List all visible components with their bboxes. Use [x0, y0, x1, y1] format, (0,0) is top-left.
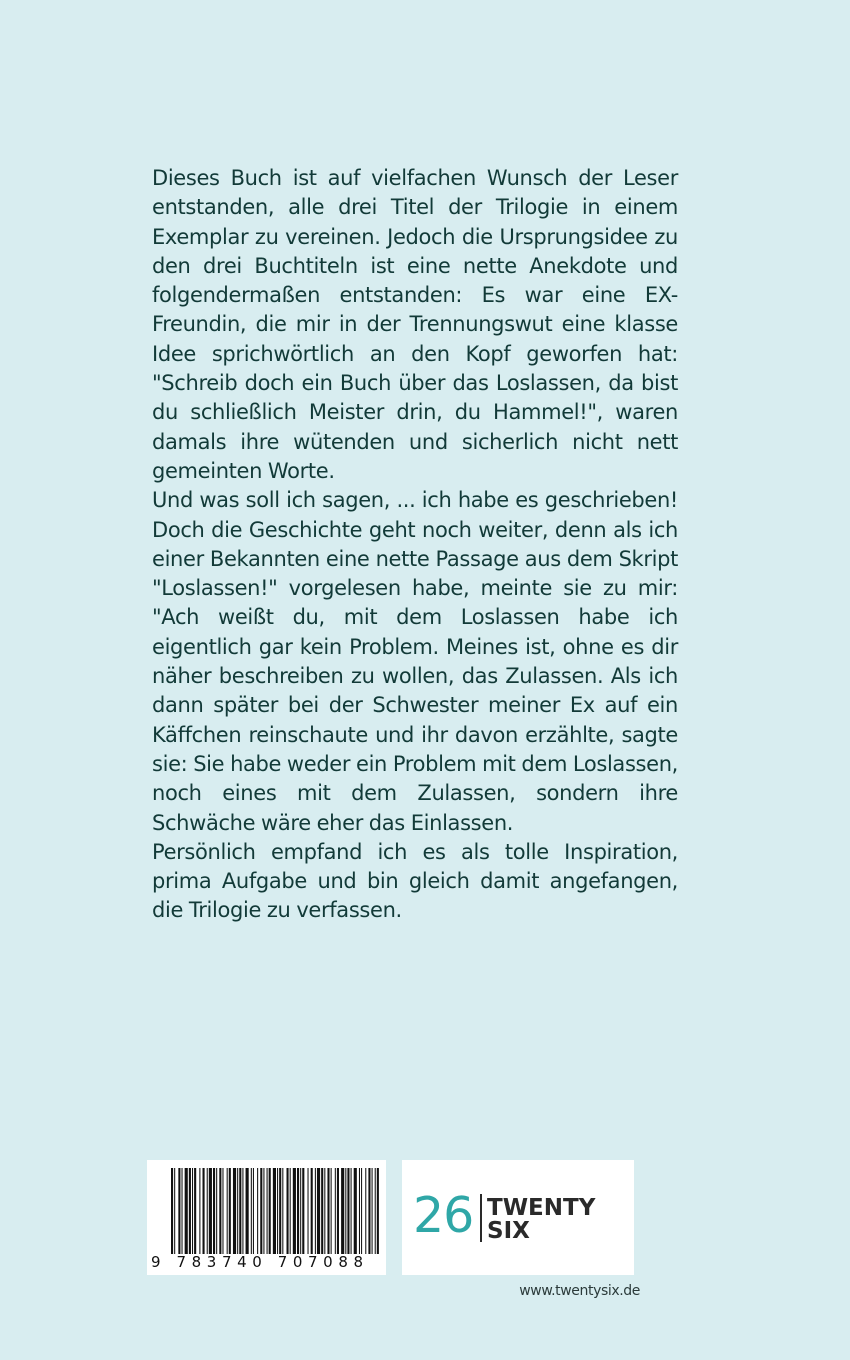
- logo-divider: [480, 1194, 482, 1242]
- barcode-bar: [192, 1168, 193, 1254]
- barcode-bar: [269, 1168, 271, 1254]
- barcode-bar: [203, 1168, 205, 1254]
- barcode-bar: [290, 1168, 291, 1254]
- publisher-url: www.twentysix.de: [519, 1283, 640, 1299]
- barcode-bar: [297, 1168, 299, 1254]
- barcode-bar: [194, 1168, 196, 1254]
- barcode-bar: [185, 1168, 188, 1254]
- barcode-bar: [273, 1168, 276, 1254]
- barcode-bar: [219, 1168, 221, 1254]
- barcode-bar: [377, 1168, 379, 1254]
- logo-number: 26: [413, 1187, 474, 1244]
- barcode-bar: [359, 1168, 360, 1254]
- barcode-bar: [365, 1168, 366, 1254]
- barcode-bar: [182, 1168, 183, 1254]
- barcode-bar: [337, 1168, 339, 1254]
- barcode-bar: [279, 1168, 281, 1254]
- barcode-bar: [375, 1168, 376, 1254]
- blurb-paragraph-3: Persönlich empfand ich es als tolle Inspiration, prima Aufgabe und bin gleich damit angefangen, die Trilogie zu verfassen.: [152, 839, 678, 923]
- barcode-bar: [246, 1168, 249, 1254]
- blurb-paragraph-1: Dieses Buch ist auf vielfachen Wunsch der Leser entstanden, alle drei Titel der Trilogie in einem Exemplar zu vereinen. Jedoch die Ursprungsidee zu den drei Buchtiteln ist eine nette Anekdote und folgendermaßen entstanden: Es war eine EX-Freundin, die mir in der Trennungswut eine klasse Idee sprichwörtlich an den Kopf geworfen hat: "Schreib doch ein Buch über das Loslassen, da bist du schließlich Meister drin, du Hammel!", waren damals ihre wütenden und sicherlich nicht nett gemeinten Worte.: [152, 166, 678, 483]
- barcode-bar: [277, 1168, 278, 1254]
- barcode-bar: [321, 1168, 323, 1254]
- barcode-bar: [233, 1168, 236, 1254]
- barcode-bar: [263, 1168, 264, 1254]
- barcode-bar: [302, 1168, 304, 1254]
- barcode-bar: [354, 1168, 357, 1254]
- barcode-bar: [317, 1168, 320, 1254]
- barcode-bar: [324, 1168, 325, 1254]
- publisher-logo: [402, 1160, 634, 1275]
- barcode-bar: [242, 1168, 243, 1254]
- barcode-bar: [178, 1168, 180, 1254]
- barcode-bar: [361, 1168, 362, 1254]
- logo-word-six: SIX: [487, 1218, 530, 1244]
- barcode-bar: [341, 1168, 344, 1254]
- barcode-bar: [189, 1168, 191, 1254]
- barcode-bar: [213, 1168, 215, 1254]
- barcode-bar: [311, 1168, 313, 1254]
- barcode-bar: [345, 1168, 346, 1254]
- barcode-bar: [237, 1168, 238, 1254]
- barcode-bar: [335, 1168, 336, 1254]
- barcode-bar: [351, 1168, 352, 1254]
- isbn-barcode: [147, 1160, 386, 1275]
- blurb-paragraph-2: Und was soll ich sagen, ... ich habe es geschrieben! Doch die Geschichte geht noch weiter, denn als ich einer Bekannten eine nette Passage aus dem Skript "Loslassen!" vorgelesen habe, meinte sie zu mir: "Ach weißt du, mit dem Loslassen habe ich eigentlich gar kein Problem. Meines ist, ohne es dir näher beschreiben zu wollen, das Zulassen. Als ich dann später bei der Schwester meiner Ex auf ein Käffchen reinschaute und ihr davon erzählte, sagte sie: Sie habe weder ein Problem mit dem Loslassen, noch eines mit dem Zulassen, sondern ihre Schwäche wäre eher das Einlassen.: [152, 488, 678, 835]
- barcode-bar: [282, 1168, 283, 1254]
- barcode-bar: [331, 1168, 332, 1254]
- barcode-bar: [229, 1168, 231, 1254]
- barcode-bar: [251, 1168, 252, 1254]
- barcode-bar: [368, 1168, 370, 1254]
- barcode-bar: [207, 1168, 208, 1254]
- barcode-bar: [257, 1168, 258, 1254]
- logo-word-twenty: TWENTY: [487, 1195, 596, 1221]
- barcode-bar: [347, 1168, 349, 1254]
- barcode-bar: [239, 1168, 241, 1254]
- barcode-bar: [287, 1168, 289, 1254]
- barcode-bar: [260, 1168, 262, 1254]
- barcode-bars: [147, 1160, 386, 1256]
- barcode-bar: [267, 1168, 268, 1254]
- barcode-bar: [308, 1168, 309, 1254]
- barcode-bar: [293, 1168, 296, 1254]
- barcode-bar: [253, 1168, 254, 1254]
- barcode-bar: [222, 1168, 223, 1254]
- barcode-bar: [327, 1168, 329, 1254]
- barcode-bar: [227, 1168, 228, 1254]
- barcode-bar: [199, 1168, 200, 1254]
- barcode-bar: [174, 1168, 175, 1254]
- barcode-bar: [216, 1168, 217, 1254]
- barcode-bar: [209, 1168, 212, 1254]
- barcode-bar: [171, 1168, 173, 1254]
- back-cover-blurb: [152, 164, 678, 926]
- barcode-bar: [372, 1168, 373, 1254]
- barcode-bar: [300, 1168, 301, 1254]
- barcode-bar: [315, 1168, 316, 1254]
- isbn-digits: 9 783740 707088: [151, 1253, 369, 1271]
